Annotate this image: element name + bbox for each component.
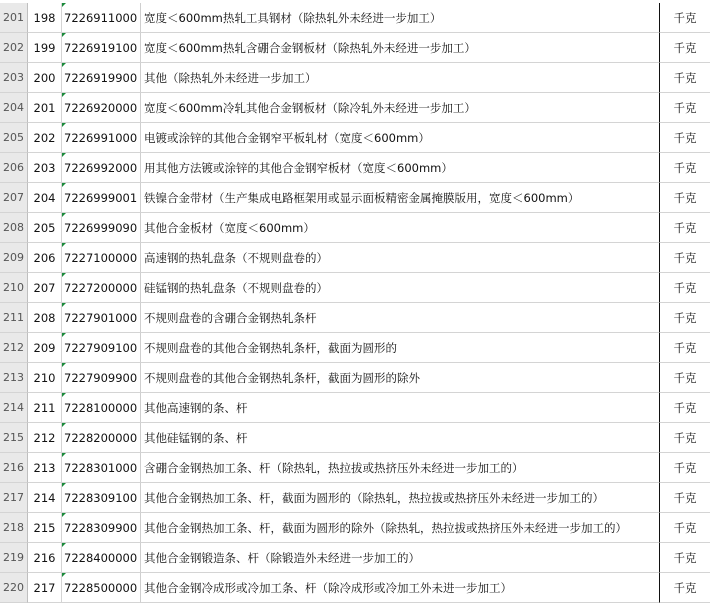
cell-unit[interactable]: 千克 — [660, 453, 710, 483]
cell-unit[interactable]: 千克 — [660, 393, 710, 423]
cell-seq[interactable]: 207 — [28, 273, 62, 303]
table-row — [0, 3, 710, 33]
table-row — [0, 393, 710, 423]
cell-seq[interactable]: 212 — [28, 423, 62, 453]
cell-unit[interactable]: 千克 — [660, 153, 710, 183]
cell-seq[interactable]: 205 — [28, 213, 62, 243]
cell-description[interactable]: 其他合金钢冷成形或冷加工条、杆（除冷成形或冷加工外未进一步加工） — [141, 573, 660, 603]
table-row — [0, 333, 710, 363]
cell-code[interactable]: 7227200000 — [62, 273, 141, 303]
row-header[interactable]: 208 — [0, 213, 28, 243]
cell-description[interactable]: 宽度＜600mm冷轧其他合金钢板材（除冷轧外未经进一步加工） — [141, 93, 660, 123]
table-row — [0, 483, 710, 513]
cell-unit[interactable]: 千克 — [660, 123, 710, 153]
cell-description[interactable]: 用其他方法镀或涂锌的其他合金钢窄板材（宽度＜600mm） — [141, 153, 660, 183]
table-row — [0, 63, 710, 93]
cell-code[interactable]: 7226920000 — [62, 93, 141, 123]
cell-code[interactable]: 7226919100 — [62, 33, 141, 63]
table-row — [0, 213, 710, 243]
row-header[interactable]: 207 — [0, 183, 28, 213]
row-header[interactable]: 215 — [0, 423, 28, 453]
cell-seq[interactable]: 216 — [28, 543, 62, 573]
cell-description[interactable]: 不规则盘卷的其他合金钢热轧条杆，截面为圆形的除外 — [141, 363, 660, 393]
cell-unit[interactable]: 千克 — [660, 273, 710, 303]
table-row — [0, 423, 710, 453]
cell-description[interactable]: 其他合金钢锻造条、杆（除锻造外未经进一步加工的） — [141, 543, 660, 573]
cell-code[interactable]: 7228400000 — [62, 543, 141, 573]
cell-seq[interactable]: 198 — [28, 3, 62, 33]
row-header[interactable]: 217 — [0, 483, 28, 513]
cell-code[interactable]: 7226992000 — [62, 153, 141, 183]
cell-description[interactable]: 其他合金钢热加工条、杆，截面为圆形的除外（除热轧，热拉拔或热挤压外未经进一步加工的） — [141, 513, 660, 543]
cell-description[interactable]: 其他高速钢的条、杆 — [141, 393, 660, 423]
row-header[interactable]: 212 — [0, 333, 28, 363]
cell-code[interactable]: 7228309100 — [62, 483, 141, 513]
row-header[interactable]: 206 — [0, 153, 28, 183]
row-header[interactable]: 205 — [0, 123, 28, 153]
cell-description[interactable]: 不规则盘卷的含硼合金钢热轧条杆 — [141, 303, 660, 333]
row-header[interactable]: 214 — [0, 393, 28, 423]
cell-code[interactable]: 7226911000 — [62, 3, 141, 33]
table-row — [0, 543, 710, 573]
cell-unit[interactable]: 千克 — [660, 513, 710, 543]
cell-seq[interactable]: 206 — [28, 243, 62, 273]
cell-unit[interactable]: 千克 — [660, 483, 710, 513]
cell-code[interactable]: 7227909100 — [62, 333, 141, 363]
cell-seq[interactable]: 215 — [28, 513, 62, 543]
cell-code[interactable]: 7228200000 — [62, 423, 141, 453]
cell-unit[interactable]: 千克 — [660, 213, 710, 243]
cell-unit[interactable]: 千克 — [660, 63, 710, 93]
table-row — [0, 243, 710, 273]
cell-description[interactable]: 其他硅锰钢的条、杆 — [141, 423, 660, 453]
cell-description[interactable]: 含硼合金钢热加工条、杆（除热轧，热拉拔或热挤压外未经进一步加工的） — [141, 453, 660, 483]
cell-code[interactable]: 7226991000 — [62, 123, 141, 153]
table-row — [0, 363, 710, 393]
cell-description[interactable]: 宽度＜600mm热轧含硼合金钢板材（除热轧外未经进一步加工） — [141, 33, 660, 63]
cell-unit[interactable]: 千克 — [660, 93, 710, 123]
cell-seq[interactable]: 201 — [28, 93, 62, 123]
cell-description[interactable]: 不规则盘卷的其他合金钢热轧条杆，截面为圆形的 — [141, 333, 660, 363]
row-header[interactable]: 204 — [0, 93, 28, 123]
cell-unit[interactable]: 千克 — [660, 303, 710, 333]
cell-description[interactable]: 硅锰钢的热轧盘条（不规则盘卷的） — [141, 273, 660, 303]
cell-description[interactable]: 电镀或涂锌的其他合金钢窄平板轧材（宽度＜600mm） — [141, 123, 660, 153]
table-row — [0, 303, 710, 333]
table-row — [0, 123, 710, 153]
cell-description[interactable]: 其他合金板材（宽度＜600mm） — [141, 213, 660, 243]
cell-description[interactable]: 铁镍合金带材（生产集成电路框架用或显示面板精密金属掩膜版用，宽度＜600mm） — [141, 183, 660, 213]
table-row — [0, 273, 710, 303]
cell-unit[interactable]: 千克 — [660, 573, 710, 603]
table-row — [0, 33, 710, 63]
cell-description[interactable]: 其他（除热轧外未经进一步加工） — [141, 63, 660, 93]
cell-seq[interactable]: 214 — [28, 483, 62, 513]
row-header[interactable]: 218 — [0, 513, 28, 543]
row-header[interactable]: 220 — [0, 573, 28, 603]
cell-seq[interactable]: 208 — [28, 303, 62, 333]
cell-seq[interactable]: 213 — [28, 453, 62, 483]
cell-seq[interactable]: 200 — [28, 63, 62, 93]
cell-code[interactable]: 7228100000 — [62, 393, 141, 423]
cell-description[interactable]: 宽度＜600mm热轧工具钢材（除热轧外未经进一步加工） — [141, 3, 660, 33]
cell-code[interactable]: 7227100000 — [62, 243, 141, 273]
cell-seq[interactable]: 199 — [28, 33, 62, 63]
cell-unit[interactable]: 千克 — [660, 543, 710, 573]
row-header[interactable]: 209 — [0, 243, 28, 273]
table-row — [0, 513, 710, 543]
cell-unit[interactable]: 千克 — [660, 183, 710, 213]
cell-unit[interactable]: 千克 — [660, 333, 710, 363]
cell-code[interactable]: 7227909900 — [62, 363, 141, 393]
cell-code[interactable]: 7228500000 — [62, 573, 141, 603]
row-header[interactable]: 201 — [0, 3, 28, 33]
row-header[interactable]: 216 — [0, 453, 28, 483]
cell-seq[interactable]: 209 — [28, 333, 62, 363]
table-row — [0, 183, 710, 213]
cell-seq[interactable]: 217 — [28, 573, 62, 603]
cell-code[interactable]: 7226999090 — [62, 213, 141, 243]
row-header[interactable]: 202 — [0, 33, 28, 63]
cell-code[interactable]: 7228309900 — [62, 513, 141, 543]
cell-unit[interactable]: 千克 — [660, 33, 710, 63]
cell-seq[interactable]: 203 — [28, 153, 62, 183]
cell-code[interactable]: 7227901000 — [62, 303, 141, 333]
cell-code[interactable]: 7226919900 — [62, 63, 141, 93]
cell-seq[interactable]: 211 — [28, 393, 62, 423]
cell-code[interactable]: 7226999001 — [62, 183, 141, 213]
table-row — [0, 93, 710, 123]
cell-unit[interactable]: 千克 — [660, 423, 710, 453]
table-row — [0, 153, 710, 183]
cell-unit[interactable]: 千克 — [660, 243, 710, 273]
cell-seq[interactable]: 204 — [28, 183, 62, 213]
row-header[interactable]: 210 — [0, 273, 28, 303]
table-row — [0, 453, 710, 483]
row-header[interactable]: 219 — [0, 543, 28, 573]
cell-code[interactable]: 7228301000 — [62, 453, 141, 483]
row-header[interactable]: 211 — [0, 303, 28, 333]
cell-unit[interactable]: 千克 — [660, 363, 710, 393]
cell-description[interactable]: 其他合金钢热加工条、杆，截面为圆形的（除热轧，热拉拔或热挤压外未经进一步加工的） — [141, 483, 660, 513]
cell-description[interactable]: 高速钢的热轧盘条（不规则盘卷的） — [141, 243, 660, 273]
cell-seq[interactable]: 210 — [28, 363, 62, 393]
cell-seq[interactable]: 202 — [28, 123, 62, 153]
cell-unit[interactable]: 千克 — [660, 3, 710, 33]
row-header[interactable]: 213 — [0, 363, 28, 393]
row-header[interactable]: 203 — [0, 63, 28, 93]
